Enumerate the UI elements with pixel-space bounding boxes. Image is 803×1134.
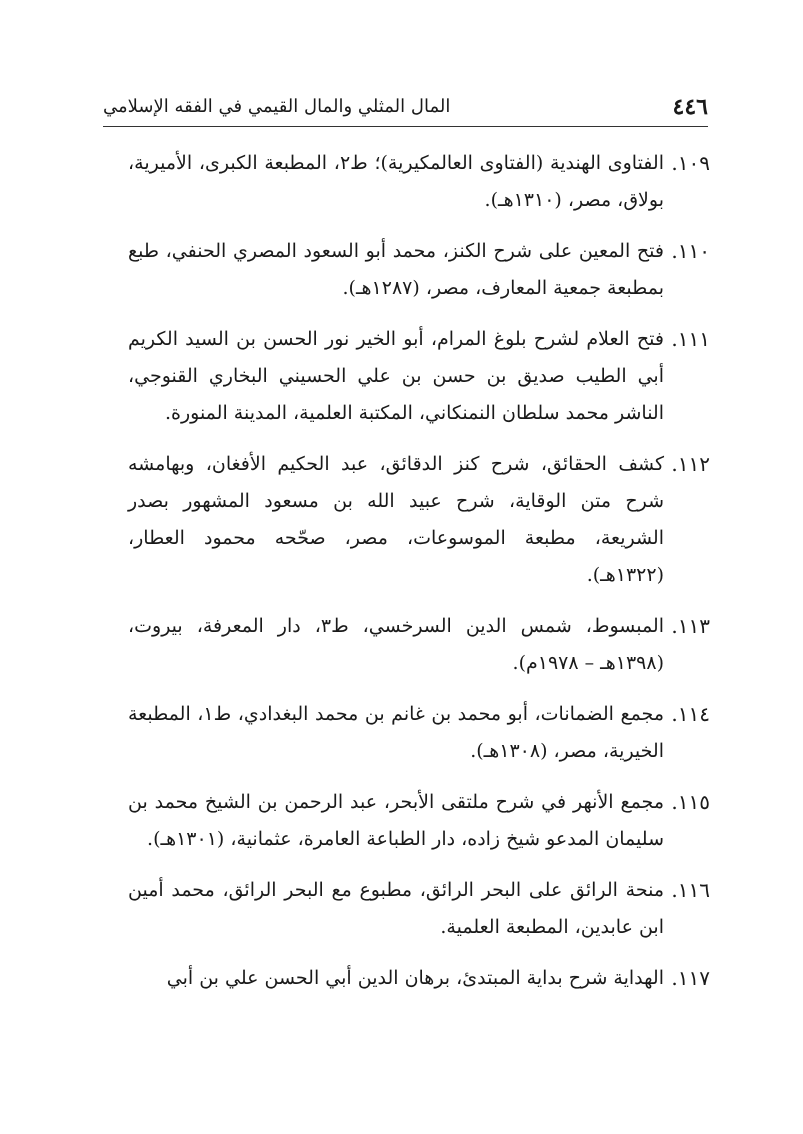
bibliography-entry bbox=[128, 321, 710, 432]
entry-number: ١١٢. bbox=[671, 452, 710, 476]
entry-text: مجمع الضمانات، أبو محمد بن غانم بن محمد البغدادي، ط١، المطبعة الخيرية، مصر، (١٣٠٨هـ). bbox=[128, 703, 665, 762]
bibliography-list bbox=[128, 145, 710, 1011]
entry-text: منحة الرائق على البحر الرائق، مطبوع مع البحر الرائق، محمد أمين ابن عابدين، المطبعة العلمية. bbox=[128, 879, 664, 938]
entry-text: الفتاوى الهندية (الفتاوى العالمكيرية)؛ ط٢، المطبعة الكبرى، الأميرية، بولاق، مصر، (١٣١٠هـ). bbox=[128, 152, 664, 211]
page-header bbox=[103, 88, 708, 127]
page-number: ٤٤٦ bbox=[672, 94, 708, 120]
entry-text: كشف الحقائق، شرح كنز الدقائق، عبد الحكيم الأفغان، وبهامشه شرح متن الوقاية، شرح عبيد الله بن مسعود المشهور بصدر الشريعة، مطبعة الموسوعات، مصر، صحّحه محمود العطار، (١٣٢٢هـ). bbox=[128, 453, 664, 586]
entry-number: ١١٣. bbox=[671, 614, 710, 638]
bibliography-entry bbox=[128, 608, 710, 682]
entry-text: المبسوط، شمس الدين السرخسي، ط٣، دار المعرفة، بيروت، (١٣٩٨هـ – ١٩٧٨م). bbox=[128, 615, 664, 674]
bibliography-entry bbox=[128, 960, 710, 997]
entry-text: فتح العلام لشرح بلوغ المرام، أبو الخير نور الحسن بن السيد الكريم أبي الطيب صديق بن حسن بن علي الحسيني البخاري القنوجي، الناشر محمد سلطان النمنكاني، المكتبة العلمية، المدينة المنورة. bbox=[128, 328, 664, 424]
bibliography-entry bbox=[128, 784, 710, 858]
entry-number: ١١٧. bbox=[671, 966, 710, 990]
entry-text: مجمع الأنهر في شرح ملتقى الأبحر، عبد الرحمن بن الشيخ محمد بن سليمان المدعو شيخ زاده، دار الطباعة العامرة، عثمانية، (١٣٠١هـ). bbox=[128, 791, 664, 850]
entry-number: ١١١. bbox=[671, 327, 710, 351]
entry-number: ١١٦. bbox=[671, 878, 710, 902]
entry-number: ١٠٩. bbox=[671, 151, 710, 175]
bibliography-entry bbox=[128, 446, 710, 594]
running-title: المال المثلي والمال القيمي في الفقه الإسلامي bbox=[103, 96, 451, 117]
bibliography-entry bbox=[128, 872, 710, 946]
bibliography-entry bbox=[128, 233, 710, 307]
entry-text: فتح المعين على شرح الكنز، محمد أبو السعود المصري الحنفي، طبع بمطبعة جمعية المعارف، مصر، (١٢٨٧هـ). bbox=[128, 240, 664, 299]
entry-number: ١١٠. bbox=[671, 239, 710, 263]
entry-text: الهداية شرح بداية المبتدئ، برهان الدين أبي الحسن علي بن أبي bbox=[166, 967, 664, 989]
bibliography-entry bbox=[128, 145, 710, 219]
entry-number: ١١٥. bbox=[671, 790, 710, 814]
bibliography-entry bbox=[128, 696, 710, 770]
entry-number: ١١٤. bbox=[671, 702, 710, 726]
